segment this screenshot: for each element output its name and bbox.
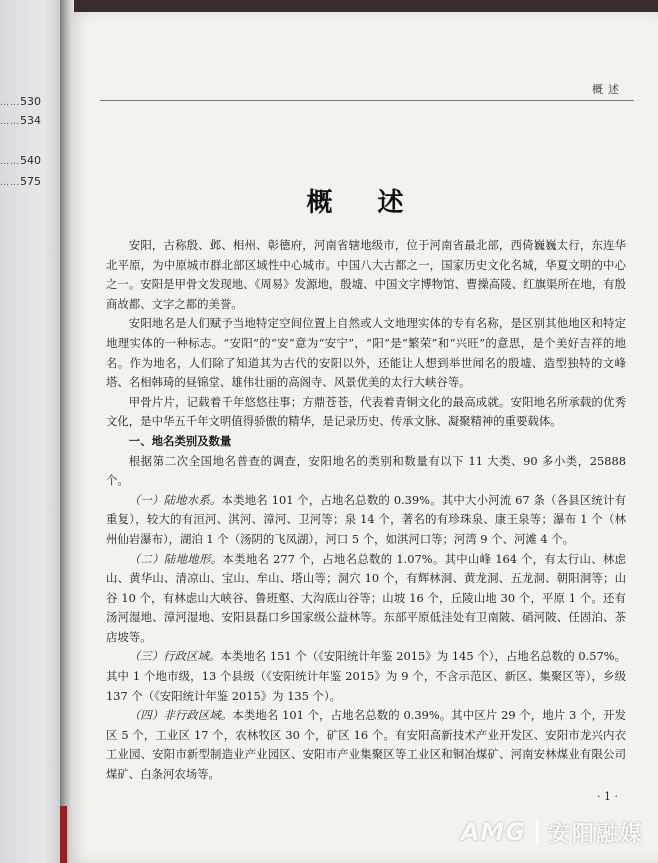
page-number: · 1 · bbox=[597, 790, 618, 803]
paragraph bbox=[106, 706, 626, 784]
paragraph-lead: （一）陆地水系。 bbox=[128, 492, 222, 507]
paragraph bbox=[106, 452, 626, 491]
paragraph-lead: （四）非行政区域。 bbox=[128, 708, 233, 723]
paragraph bbox=[106, 647, 626, 706]
header-rule bbox=[100, 100, 634, 101]
paragraph-text: 安阳地名是人们赋予当地特定空间位置上自然或人文地理实体的专有名称，是区别其他地区和特定地理实体的一种标志。“安阳”的“安”意为“安宁”，“阳”是“繁荣”和“兴旺”的意思，是个美好吉祥的地名。作为地名，人们除了知道其为古代的安阳以外，还能让人想到举世闻名的殷墟、造型独特的文峰塔、名相韩琦的昼锦堂、雄伟壮丽的高阁寺、风景优美的太行大峡谷等。 bbox=[106, 316, 626, 390]
paragraph bbox=[106, 393, 626, 432]
running-head: 概述 bbox=[592, 83, 624, 96]
body-text bbox=[106, 236, 626, 785]
bookmark-ribbon bbox=[60, 806, 67, 863]
toc-entry: ……575 bbox=[0, 175, 41, 188]
paragraph-text: 安阳，古称殷、邺、相州、彰德府，河南省辖地级市，位于河南省最北部，西倚巍巍太行，东连华北平原，为中原城市群北部区域性中心城市。中国八大古都之一，国家历史文化名城，华夏文明的中心之一。安阳是甲骨文发现地、《周易》发源地，殷墟、中国文字博物馆、曹操高陵、红旗渠所在地，有殷商故都、文字之都的美誉。 bbox=[106, 238, 626, 311]
watermark-name: 安阳融媒 bbox=[547, 821, 644, 847]
section-heading bbox=[106, 432, 626, 452]
paragraph-text: 本类地名 277 个，占地名总数的 1.07%。其中山峰 164 个，有太行山、林虑山、黄华山、清凉山、宝山、牟山、塔山等；洞穴 10 个，有辉林洞、黄龙洞、五龙洞、朝阳洞等；山谷 10 个，有林虑山大峡谷、鲁班壑、大沟底山谷等；山坡 16 个，丘陵山地 30 个，平原 1 个。还有汤河湿地、漳河湿地、安阳县磊口乡国家级公益林等。东部平原低洼处有卫南陂、硝河陂、任固泊、茶店坡等。 bbox=[106, 551, 626, 644]
paragraph-text: 甲骨片片，记载着千年悠悠往事；方鼎苍苍，代表着青铜文化的最高成就。安阳地名所承载的优秀文化，是中华五千年文明值得骄傲的精华，是记录历史、传承文脉、凝聚精神的重要载体。 bbox=[106, 394, 626, 429]
paragraph bbox=[106, 550, 626, 648]
paragraph-text: 根据第二次全国地名普查的调查，安阳地名的类别和数量有以下 11 大类、90 多小类，25888 个。 bbox=[106, 453, 626, 488]
chapter-title: 概 述 bbox=[306, 188, 422, 218]
toc-entry: ……534 bbox=[0, 114, 41, 127]
paragraph-lead: （三）行政区域。 bbox=[128, 649, 221, 664]
paragraph bbox=[106, 236, 626, 314]
paragraph bbox=[106, 491, 626, 550]
paragraph-lead: （二）陆地地形。 bbox=[128, 551, 223, 566]
toc-entry: ……540 bbox=[0, 154, 41, 167]
watermark-separator bbox=[536, 819, 538, 845]
previous-page bbox=[0, 0, 62, 863]
watermark bbox=[461, 814, 644, 850]
paragraph-text: 本类地名 151 个（《安阳统计年鉴 2015》为 145 个），占地名总数的 0.57%。其中 1 个地市级，13 个县级（《安阳统计年鉴 2015》为 9 个，不含示范区、新区、集聚区等），乡级 137 个（《安阳统计年鉴 2015》为 135 个）。 bbox=[106, 649, 626, 703]
paragraph-text: 本类地名 101 个，占地名总数的 0.39%。其中区片 29 个，地片 3 个，开发区 5 个，工业区 17 个，农林牧区 30 个，矿区 16 个。有安阳高新技术产业开发区、安阳市龙兴内衣工业园、安阳市新型制造业产业园区、安阳市产业集聚区等工业区和铜冶煤矿、河南安林煤业有限公司煤矿、白条河农场等。 bbox=[106, 708, 626, 782]
amg-logo: AMG bbox=[460, 818, 526, 846]
book-page bbox=[70, 12, 658, 863]
paragraph-text: 一、地名类别及数量 bbox=[128, 433, 232, 448]
paragraph bbox=[106, 314, 626, 392]
toc-entry: ……530 bbox=[0, 95, 41, 108]
paragraph-text: 本类地名 101 个，占地名总数的 0.39%。其中大小河流 67 条（各县区统计有重复），较大的有洹河、淇河、漳河、卫河等；泉 14 个，著名的有珍珠泉、康王泉等；瀑布 1 个（林州仙岩瀑布），湖泊 1 个（汤阴的飞凤湖），河口 5 个，如淇河口等；河湾 9 个、河滩 4 个。 bbox=[106, 492, 626, 546]
